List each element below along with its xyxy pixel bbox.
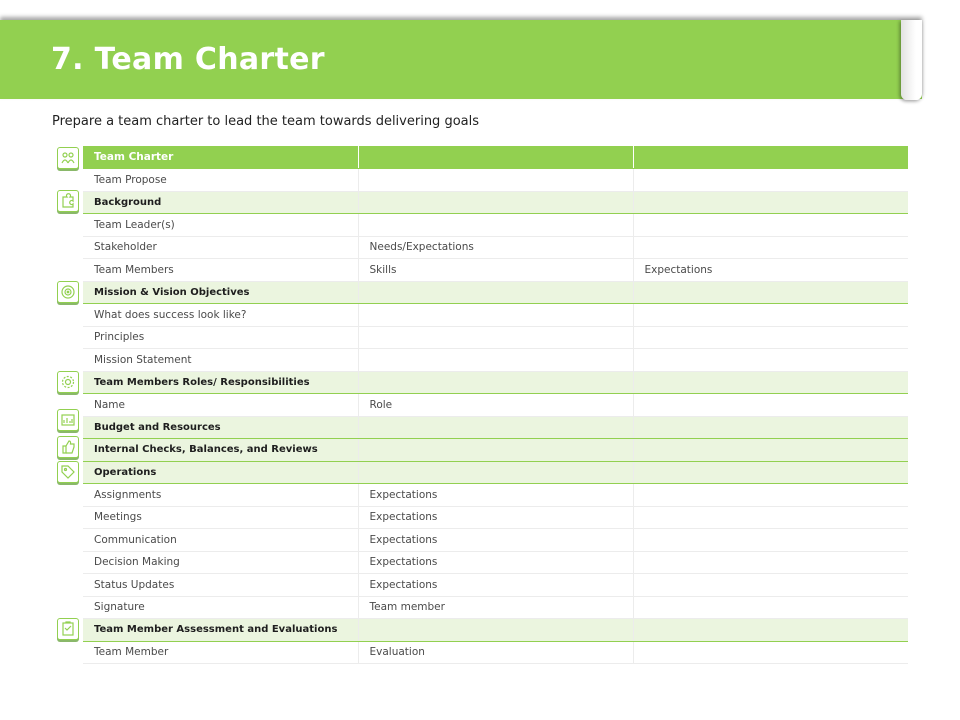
- table-cell: [633, 236, 908, 259]
- table-cell: Name: [83, 394, 358, 417]
- table-cell: [358, 326, 633, 349]
- table-cell: [358, 191, 633, 214]
- table-cell: [358, 416, 633, 439]
- table-cell: [633, 146, 908, 169]
- table-cell: Status Updates: [83, 574, 358, 597]
- table-cell: [633, 371, 908, 394]
- table-cell: [358, 214, 633, 237]
- table-cell: Operations: [83, 461, 358, 484]
- table-cell: [633, 461, 908, 484]
- table-cell: Mission & Vision Objectives: [83, 281, 358, 304]
- table-row: [83, 169, 908, 192]
- clipboard-icon: [57, 618, 79, 640]
- table-cell: Team Propose: [83, 169, 358, 192]
- team-charter-table: [83, 146, 908, 664]
- table-cell: Role: [358, 394, 633, 417]
- table-cell: Communication: [83, 529, 358, 552]
- table-cell: [633, 439, 908, 462]
- target-icon: [57, 281, 79, 303]
- table-row: [83, 326, 908, 349]
- table-cell: [633, 214, 908, 237]
- table-cell: [358, 146, 633, 169]
- table-cell: [358, 304, 633, 327]
- table-cell: [633, 551, 908, 574]
- thumbs-up-icon: [57, 436, 79, 458]
- table-section-row: [83, 416, 908, 439]
- table-row: [83, 574, 908, 597]
- table-cell: [633, 304, 908, 327]
- table-cell: [633, 326, 908, 349]
- table-cell: [633, 506, 908, 529]
- table-section-row: [83, 371, 908, 394]
- tag-icon: [57, 461, 79, 483]
- table-cell: Signature: [83, 596, 358, 619]
- table-header-row: [83, 146, 908, 169]
- table-cell: Internal Checks, Balances, and Reviews: [83, 439, 358, 462]
- table-cell: [358, 619, 633, 642]
- table-cell: [633, 484, 908, 507]
- table-cell: Team Member: [83, 641, 358, 664]
- puzzle-icon: [57, 190, 79, 212]
- table-cell: Team Leader(s): [83, 214, 358, 237]
- table-cell: Principles: [83, 326, 358, 349]
- table-cell: [633, 281, 908, 304]
- table-row: [83, 484, 908, 507]
- table-cell: Team Members: [83, 259, 358, 282]
- table-cell: [358, 281, 633, 304]
- table-cell: Team member: [358, 596, 633, 619]
- table-row: [83, 259, 908, 282]
- table-cell: Expectations: [633, 259, 908, 282]
- table-cell: Decision Making: [83, 551, 358, 574]
- table-row: [83, 596, 908, 619]
- table-cell: [633, 349, 908, 372]
- table-cell: Evaluation: [358, 641, 633, 664]
- table-cell: Skills: [358, 259, 633, 282]
- table-cell: [633, 169, 908, 192]
- table-cell: Team Charter: [83, 146, 358, 169]
- table-cell: Background: [83, 191, 358, 214]
- table-cell: What does success look like?: [83, 304, 358, 327]
- table-cell: [633, 529, 908, 552]
- page-title: 7. Team Charter: [51, 42, 325, 77]
- table-cell: [358, 349, 633, 372]
- table-cell: Budget and Resources: [83, 416, 358, 439]
- table-cell: Assignments: [83, 484, 358, 507]
- table-row: [83, 214, 908, 237]
- table-cell: [633, 394, 908, 417]
- table-cell: Expectations: [358, 551, 633, 574]
- table-cell: Needs/Expectations: [358, 236, 633, 259]
- table-row: [83, 529, 908, 552]
- title-banner: [0, 20, 922, 99]
- table-row: [83, 506, 908, 529]
- table-section-row: [83, 619, 908, 642]
- table-cell: Stakeholder: [83, 236, 358, 259]
- table-cell: Mission Statement: [83, 349, 358, 372]
- page-subtitle: Prepare a team charter to lead the team towards delivering goals: [52, 114, 479, 129]
- table-section-row: [83, 281, 908, 304]
- table-section-row: [83, 439, 908, 462]
- table-cell: [358, 371, 633, 394]
- table-cell: [358, 169, 633, 192]
- table-cell: [633, 416, 908, 439]
- table-row: [83, 394, 908, 417]
- table-row: [83, 304, 908, 327]
- table-cell: [358, 439, 633, 462]
- table-row: [83, 641, 908, 664]
- table-cell: [358, 461, 633, 484]
- table-cell: Meetings: [83, 506, 358, 529]
- table-cell: Team Member Assessment and Evaluations: [83, 619, 358, 642]
- table-cell: [633, 191, 908, 214]
- table-cell: [633, 619, 908, 642]
- table-cell: Expectations: [358, 529, 633, 552]
- table-section-row: [83, 191, 908, 214]
- table-section-row: [83, 461, 908, 484]
- chart-icon: [57, 409, 79, 431]
- table-cell: Expectations: [358, 574, 633, 597]
- table-cell: [633, 596, 908, 619]
- gear-icon: [57, 371, 79, 393]
- table-cell: Expectations: [358, 506, 633, 529]
- table-cell: [633, 641, 908, 664]
- team-icon: [57, 147, 79, 169]
- table-row: [83, 236, 908, 259]
- table-cell: Team Members Roles/ Responsibilities: [83, 371, 358, 394]
- table-row: [83, 349, 908, 372]
- table-row: [83, 551, 908, 574]
- page-curl-decoration: [901, 20, 922, 100]
- table-cell: Expectations: [358, 484, 633, 507]
- table-cell: [633, 574, 908, 597]
